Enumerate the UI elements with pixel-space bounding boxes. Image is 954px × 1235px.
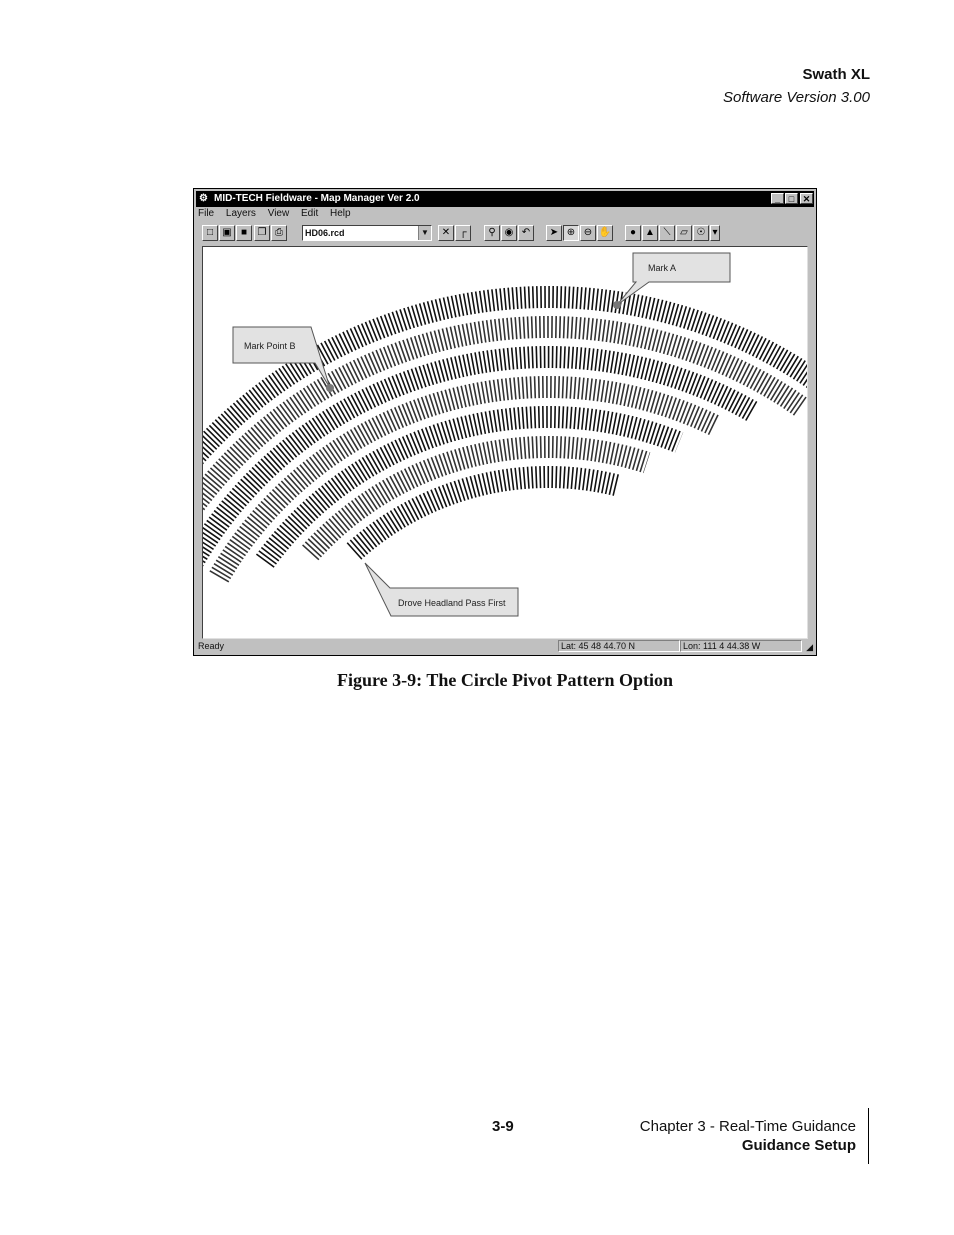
arrow-pointer-icon[interactable]: ➤: [546, 225, 562, 241]
resize-grip-icon[interactable]: ◢: [806, 642, 813, 652]
maximize-button[interactable]: □: [785, 193, 798, 204]
footer-rule: [868, 1108, 869, 1164]
mark-b-label: Mark Point B: [244, 341, 296, 351]
page-number: 3-9: [492, 1118, 514, 1135]
line-icon[interactable]: ⟍: [659, 225, 675, 241]
window-title: MID-TECH Fieldware - Map Manager Ver 2.0: [214, 193, 420, 204]
menu-file[interactable]: File: [198, 208, 215, 219]
toolbar: [198, 224, 812, 244]
undo-icon[interactable]: ↶: [518, 225, 534, 241]
zoom-out-icon[interactable]: ⊖: [580, 225, 596, 241]
zoom-in-icon[interactable]: ⊕: [563, 225, 579, 241]
headland-label: Drove Headland Pass First: [398, 598, 506, 608]
page-header-title: Swath XL: [802, 66, 870, 83]
mark-a-marker: [613, 301, 621, 309]
chevron-down-icon[interactable]: ▾: [710, 225, 720, 241]
new-file-icon[interactable]: □: [202, 225, 218, 241]
open-folder-icon[interactable]: ▣: [219, 225, 235, 241]
target-icon[interactable]: ☉: [693, 225, 709, 241]
triangle-icon[interactable]: ▲: [642, 225, 658, 241]
copy-icon[interactable]: ❐: [254, 225, 270, 241]
print-icon[interactable]: ⎙: [271, 225, 287, 241]
polygon-icon[interactable]: ▱: [676, 225, 692, 241]
window-titlebar[interactable]: [196, 191, 814, 207]
minimize-button[interactable]: _: [771, 193, 784, 204]
map-canvas: [203, 247, 807, 638]
mark-a-label: Mark A: [648, 263, 677, 273]
status-ready: Ready: [198, 641, 225, 651]
menu-edit[interactable]: Edit: [300, 208, 319, 219]
menu-layers[interactable]: Layers: [225, 208, 256, 219]
circle-icon[interactable]: ●: [625, 225, 641, 241]
figure-caption: Figure 3-9: The Circle Pivot Pattern Option: [337, 670, 673, 690]
save-icon[interactable]: ■: [236, 225, 252, 241]
hand-icon[interactable]: ✋: [597, 225, 613, 241]
delete-x-icon[interactable]: ✕: [438, 225, 454, 241]
mark-b-marker: [326, 384, 334, 392]
menu-help[interactable]: Help: [330, 208, 351, 219]
file-combo-value: HD06.rcd: [305, 228, 345, 238]
footer-section: Guidance Setup: [741, 1137, 856, 1154]
page-header-subtitle: Software Version 3.00: [722, 89, 870, 106]
map-manager-window: [193, 188, 817, 656]
status-bar: [196, 640, 814, 653]
menu-view[interactable]: View: [267, 208, 290, 219]
app-icon: ⚙: [199, 193, 208, 204]
status-lon: Lon: 111 4 44.38 W: [680, 640, 802, 652]
map-view[interactable]: [202, 246, 808, 639]
magnifier-icon[interactable]: ⚲: [484, 225, 500, 241]
globe-icon[interactable]: ◉: [501, 225, 517, 241]
footer-chapter: Chapter 3 - Real-Time Guidance: [639, 1118, 856, 1135]
status-lat: Lat: 45 48 44.70 N: [558, 640, 680, 652]
chevron-down-icon[interactable]: ▼: [418, 226, 431, 240]
menu-bar: [198, 208, 360, 222]
file-combo[interactable]: [302, 225, 432, 241]
corner-icon[interactable]: ┌: [455, 225, 471, 241]
close-button[interactable]: ✕: [800, 193, 813, 204]
